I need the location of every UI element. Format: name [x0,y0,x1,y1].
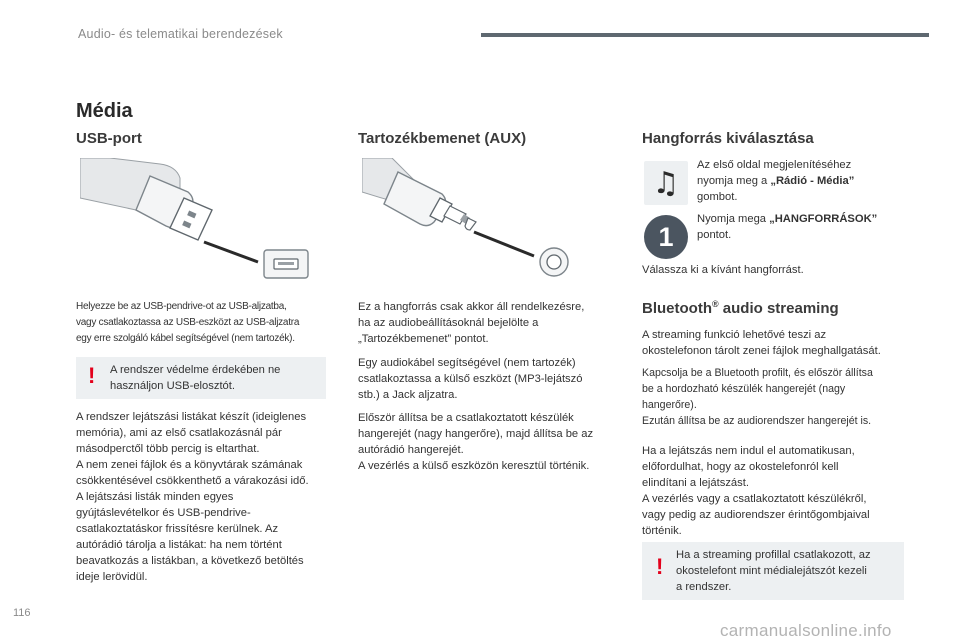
aux-paragraph-3: Először állítsa be a csatlakoztatott készülék hangerejét (nagy hangerőre), majd állítsa be az autórádió hangerejét. A vezérlés a külső eszközön keresztül történik. [358,412,594,472]
bluetooth-paragraph-2: Kapcsolja be a Bluetooth profilt, és először állítsa be a hordozható készülék hangerejét (nagy hangerőre). Ezután állítsa be az audiorendszer hangerejét is. [642,367,873,427]
running-head: Audio- és telematikai berendezések [78,27,283,41]
bluetooth-warning-box [642,542,904,600]
usb-heading: USB-port [76,130,142,147]
source-note: Válassza ki a kívánt hangforrást. [642,264,804,276]
bluetooth-paragraph-3: Ha a lejátszás nem indul el automatikusan, előfordulhat, hogy az okostelefonról kell elindítani a lejátszást. A vezérlés vagy a csatlakoztatott készülékről, vagy pedig az audiorendszer érintőgombjaival történik. [642,445,870,537]
source-step-2-text: Nyomja mega „HANGFORRÁSOK” pontot. [697,213,878,241]
warning-icon: ! [656,554,664,579]
page-number: 116 [13,607,31,619]
aux-paragraph-2: Egy audiokábel segítségével (nem tartozék) csatlakoztassa a külső eszközt (MP3-lejátszó stb.) a Jack aljzatra. [358,357,583,401]
source-heading: Hangforrás kiválasztása [642,130,814,147]
aux-paragraph-1: Ez a hangforrás csak akkor áll rendelkezésre, ha az audiobeállításoknál bejelölte a „Tartozékbemenet” pontot. [358,301,585,345]
usb-warning-box [76,357,326,399]
jack-plug-illustration [362,158,584,280]
music-note-icon: ♫ [652,165,680,201]
media-button-tile [644,161,688,205]
aux-heading: Tartozékbemenet (AUX) [358,130,527,147]
bluetooth-paragraph-1: A streaming funkció lehetővé teszi az okostelefonon tárolt zenei fájlok meghallgatását. [642,329,881,357]
warning-icon: ! [88,363,96,388]
usb-body: A rendszer lejátszási listákat készít (ideiglenes memória), ami az első csatlakozásnál pár másodperctől több percig is eltarthat. A nem zenei fájlok és a könyvtárak számának csökkentésével csökkenthető a várakozási idő. A lejátszási listák minden egyes gyújtáslevételkor és USB-pendrive- csatlakoztatáskor frissítésre kerülnek. Az autórádió tárolja a listákat: ha nem történt beavatkozás a listákban, a következő betöltés ideje lerövidül. [76,411,309,583]
usb-caption: Helyezze be az USB-pendrive-ot az USB-aljzatba, vagy csatlakoztassa az USB-eszközt az USB-aljzatra egy erre szolgáló kábel segítségével (nem tartozék). [76,301,300,344]
usb-plug-illustration [80,158,314,280]
page-title: Média [76,100,133,122]
source-step-1-text: Az első oldal megjelenítéséhez nyomja meg a „Rádió - Média” gombot. [697,159,855,203]
header-bar [481,33,929,37]
bluetooth-heading: Bluetooth® audio streaming [642,299,839,317]
step-number-badge: 1 [644,215,688,259]
usb-warning-text: A rendszer védelme érdekében ne használjon USB-elosztót. [110,364,281,392]
watermark: carmanualsonline.info [720,621,892,640]
bluetooth-warning-text: Ha a streaming profillal csatlakozott, az okostelefont mint médialejátszót kezeli a rendszer. [676,549,871,593]
